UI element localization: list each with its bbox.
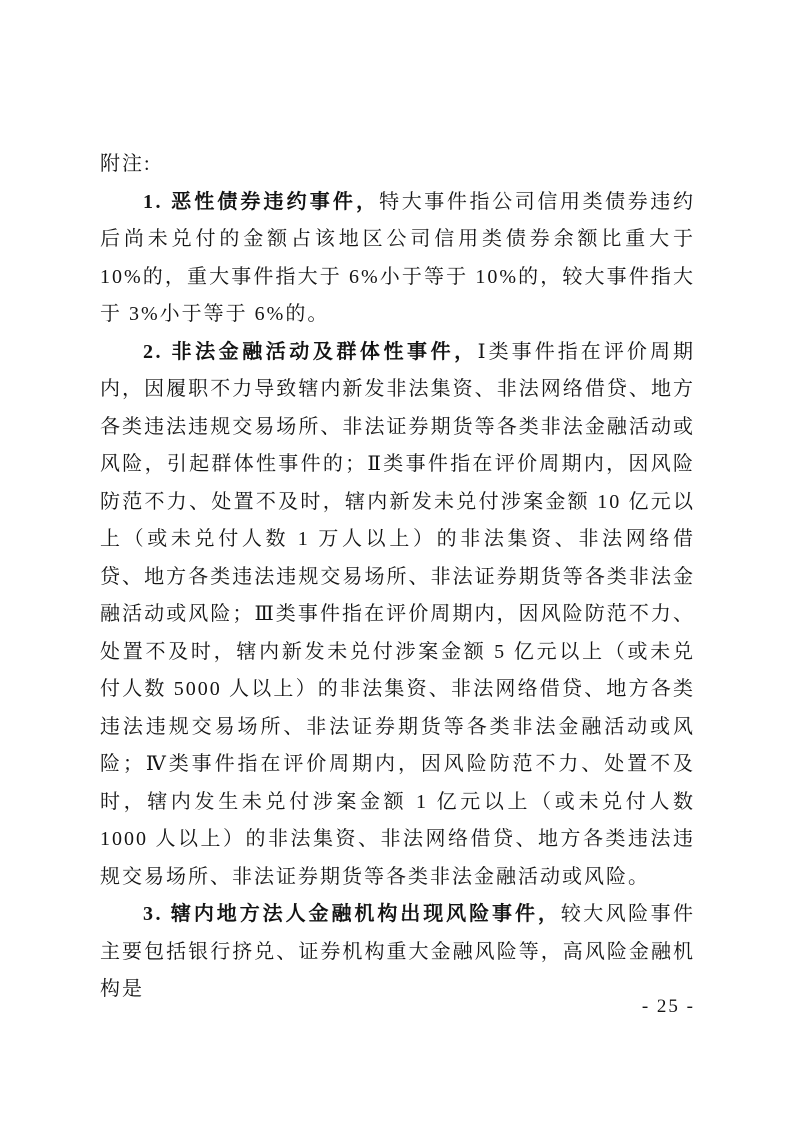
paragraph-item-3 bbox=[100, 896, 695, 1009]
paragraph-item-2 bbox=[100, 334, 695, 897]
paragraph-item-1-body: 特大事件指公司信用类债券违约后尚未兑付的金额占该地区公司信用类债券余额比重大于 10%的，重大事件指大于 6%小于等于 10%的，较大事件指大于 3%小于等于 6%的。 bbox=[100, 190, 696, 325]
page-number: - 25 - bbox=[641, 996, 695, 1017]
note-label: 附注: bbox=[100, 153, 152, 175]
paragraph-item-2-body: Ⅰ类事件指在评价周期内，因履职不力导致辖内新发非法集资、非法网络借贷、地方各类违法违规交易场所、非法证券期货等各类非法金融活动或风险，引起群体性事件的；Ⅱ类事件指在评价周期内，因风险防范不力、处置不及时，辖内新发未兑付涉案金额 10 亿元以上（或未兑付人数 1 万人以上）的非法集资、非法网络借贷、地方各类违法违规交易场所、非法证券期货等各类非法金融活动或风险；Ⅲ类事件指在评价周期内，因风险防范不力、处置不及时，辖内新发未兑付涉案金额 5 亿元以上（或未兑付人数 5000 人以上）的非法集资、非法网络借贷、地方各类违法违规交易场所、非法证券期货等各类非法金融活动或风险；Ⅳ类事件指在评价周期内，因风险防范不力、处置不及时，辖内发生未兑付涉案金额 1 亿元以上（或未兑付人数 1000 人以上）的非法集资、非法网络借贷、地方各类违法违规交易场所、非法证券期货等各类非法金融活动或风险。 bbox=[100, 340, 696, 888]
paragraph-item-1 bbox=[100, 184, 695, 334]
paragraph-item-3-body: 较大风险事件主要包括银行挤兑、证券机构重大金融风险等，高风险金融机构是 bbox=[100, 903, 696, 1000]
paragraph-item-3-heading: 3. 辖内地方法人金融机构出现风险事件， bbox=[143, 903, 561, 925]
paragraph-item-1-heading: 1. 恶性债券违约事件， bbox=[143, 190, 380, 213]
paragraph-item-2-heading: 2. 非法金融活动及群体性事件， bbox=[143, 340, 478, 363]
